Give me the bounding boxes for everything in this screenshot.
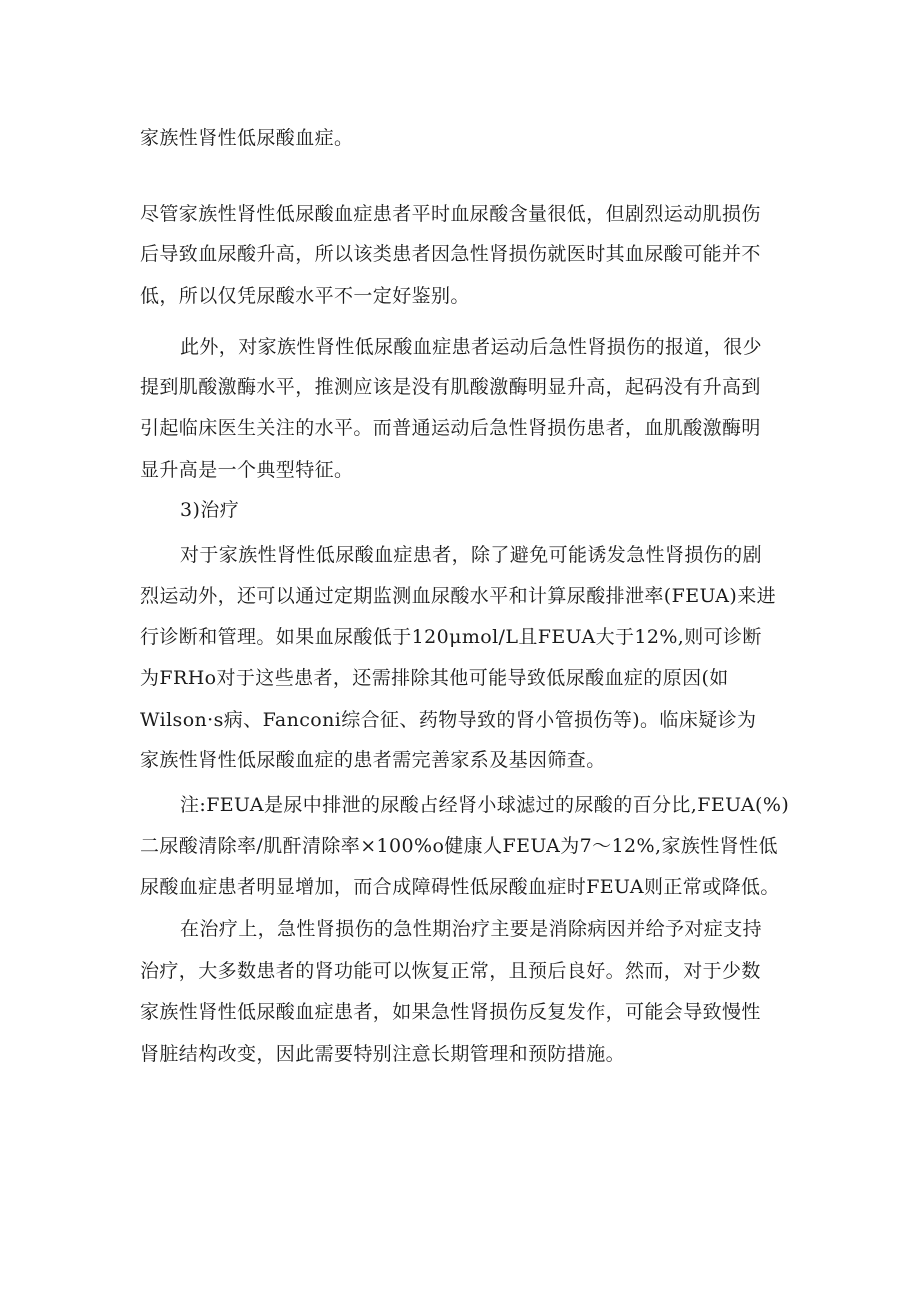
text-line: 行诊断和管理。如果血尿酸低于120μmol/L且FEUA大于12%,则可诊断 <box>140 626 762 648</box>
text-line: 尽管家族性肾性低尿酸血症患者平时血尿酸含量很低，但剧烈运动肌损伤 <box>140 203 761 225</box>
section-heading: 3)治疗 <box>180 499 240 521</box>
text-line: 提到肌酸激酶水平，推测应该是没有肌酸激酶明显升高，起码没有升高到 <box>140 376 761 398</box>
text-line: 在治疗上，急性肾损伤的急性期治疗主要是消除病因并给予对症支持 <box>180 918 763 940</box>
text-line: 烈运动外，还可以通过定期监测血尿酸水平和计算尿酸排泄率(FEUA)来进 <box>140 585 777 607</box>
note-line: 注:FEUA是尿中排泄的尿酸占经肾小球滤过的尿酸的百分比,FEUA(%) <box>180 794 790 816</box>
text-line: 低，所以仅凭尿酸水平不一定好鉴别。 <box>140 285 470 307</box>
text-line: 家族性肾性低尿酸血症。 <box>140 127 354 149</box>
text-line: 为FRHo对于这些患者，还需排除其他可能导致低尿酸血症的原因(如 <box>140 667 729 689</box>
text-line: 对于家族性肾性低尿酸血症患者，除了避免可能诱发急性肾损伤的剧 <box>180 544 763 566</box>
text-line: 显升高是一个典型特征。 <box>140 459 354 481</box>
note-line: 二尿酸清除率/肌酐清除率×100%o健康人FEUA为7～12%,家族性肾性低 <box>140 835 778 857</box>
text-line: 家族性肾性低尿酸血症的患者需完善家系及基因筛查。 <box>140 749 606 771</box>
note-line: 尿酸血症患者明显增加，而合成障碍性低尿酸血症时FEUA则正常或降低。 <box>140 876 780 898</box>
text-line: 引起临床医生关注的水平。而普通运动后急性肾损伤患者，血肌酸激酶明 <box>140 417 761 439</box>
text-line: 后导致血尿酸升高，所以该类患者因急性肾损伤就医时其血尿酸可能并不 <box>140 243 761 265</box>
text-line: 此外，对家族性肾性低尿酸血症患者运动后急性肾损伤的报道，很少 <box>180 336 763 358</box>
text-line: 治疗，大多数患者的肾功能可以恢复正常，且预后良好。然而，对于少数 <box>140 960 761 982</box>
text-line: 家族性肾性低尿酸血症患者，如果急性肾损伤反复发作，可能会导致慢性 <box>140 1001 761 1023</box>
text-line: Wilson·s病、Fanconi综合征、药物导致的肾小管损伤等)。临床疑诊为 <box>140 709 757 731</box>
text-line: 肾脏结构改变，因此需要特别注意长期管理和预防措施。 <box>140 1043 626 1065</box>
